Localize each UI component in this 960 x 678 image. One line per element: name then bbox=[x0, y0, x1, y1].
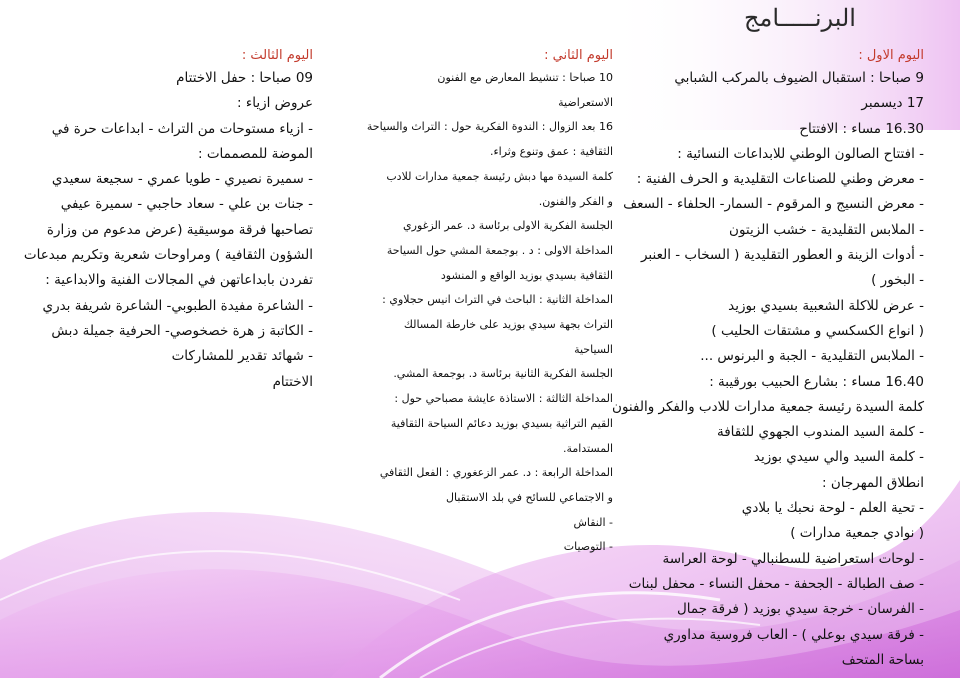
day2-program-line: و الفكر والفنون. bbox=[538, 194, 613, 208]
day1-program-line: - تحية العلم - لوحة نحبك يا بلادي bbox=[741, 500, 924, 517]
day3-program-line: تفردن بابداعاتهن في المجالات الفنية والابداعية : bbox=[45, 272, 313, 289]
day3-program-line: الاختتام bbox=[272, 373, 313, 390]
day1-program-line: - عرض للاكلة الشعبية بسيدي بوزيد bbox=[728, 297, 924, 314]
day3-program-line: - سميرة نصيري - طويا عمري - سجيعة سعيدي bbox=[51, 171, 313, 188]
day1-program-line: - كلمة السيد المندوب الجهوي للثقافة bbox=[716, 424, 924, 441]
day2-heading: اليوم الثاني : bbox=[544, 48, 613, 63]
day1-program-line: - الملابس التقليدية - خشب الزيتون bbox=[729, 221, 924, 238]
day3-program-line: - الكاتبة ز هرة خصخوصي- الحرفية جميلة دبش bbox=[51, 322, 313, 339]
day3-program-line: - الشاعرة مفيدة الطبوبي- الشاعرة شريفة بدري bbox=[42, 297, 313, 314]
day1-program-line: - أدوات الزينة و العطور التقليدية ( السخاب - العنبر bbox=[640, 247, 924, 264]
day1-program-line: - لوحات استعراضية للسطنبالي - لوحة العراسة bbox=[662, 550, 924, 567]
day3-program-line: - ازياء مستوحات من التراث - ابداعات حرة في bbox=[51, 120, 313, 137]
day1-program-line: - صف الطبالة - الجحفة - محفل النساء - محفل لبنات bbox=[628, 575, 924, 592]
day3-column bbox=[8, 46, 313, 395]
day1-program-line: انطلاق المهرجان : bbox=[822, 474, 924, 491]
day2-program-line: المداخلة الرابعة : د. عمر الزعغوري : الفعل الثقافي bbox=[379, 466, 613, 480]
day2-program-line: المداخلة الاولى : د . بوجمعة المشي حول السياحة bbox=[386, 243, 613, 257]
day2-program-line: المداخلة الثالثة : الاستاذة عايشة مصباحي حول : bbox=[394, 392, 613, 406]
day3-program-line: - شهائد تقدير للمشاركات bbox=[171, 348, 313, 365]
day2-program-line: القيم التراثية بسيدي بوزيد دعائم السياحة الثقافية bbox=[390, 416, 613, 430]
day2-program-line: السياحية bbox=[574, 342, 613, 356]
day3-program-line: عروض ازياء : bbox=[237, 95, 313, 112]
page-title: البرنـــــامج bbox=[744, 4, 856, 32]
day1-program-line: 9 صباحا : استقبال الضيوف بالمركب الشبابي bbox=[674, 70, 924, 86]
day3-program-line: تصاحبها فرقة موسيقية (عرض مدعوم من وزارة bbox=[46, 221, 313, 238]
day1-program-line: 16.30 مساء : الافتتاح bbox=[799, 120, 924, 137]
day2-program-line: - التوصيات bbox=[563, 540, 613, 554]
day3-program-line: الشؤون الثقافية ) ومراوحات شعرية وتكريم مبدعات bbox=[23, 247, 313, 264]
day1-program-line: كلمة السيدة رئيسة جمعية مدارات للادب والفكر والفنون bbox=[612, 398, 924, 415]
day2-program-line: المستدامة. bbox=[562, 441, 613, 455]
day2-program-line: الجلسة الفكرية الثانية برئاسة د. بوجمعة المشي. bbox=[393, 367, 613, 381]
day1-program-line: 16.40 مساء : بشارع الحبيب بورقيبة : bbox=[709, 373, 924, 390]
day3-program-line: - جنات بن علي - سعاد حاجبي - سميرة عيفي bbox=[60, 196, 313, 213]
day1-program-line: - فرقة سيدي بوعلي ) - العاب فروسية مداوري bbox=[663, 626, 924, 643]
day2-program-line: الاستعراضية bbox=[558, 95, 613, 109]
day1-program-line: - الملابس التقليدية - الجبة و البرنوس ... bbox=[700, 348, 924, 365]
day3-program-line: الموضة للمصممات : bbox=[197, 145, 313, 162]
day1-program-line: بساحة المتحف bbox=[841, 651, 924, 668]
day2-program-line: الثقافية : عمق وتنوع وثراء. bbox=[489, 145, 613, 159]
day2-program-line: 10 صباحا : تنشيط المعارض مع الفنون bbox=[437, 71, 613, 84]
day1-program-line: ( نوادي جمعية مدارات ) bbox=[790, 525, 924, 542]
day2-column bbox=[368, 46, 613, 560]
day1-program-line: - افتتاح الصالون الوطني للابداعات النسائية : bbox=[677, 145, 924, 162]
day1-program-line: - كلمة السيد والي سيدي بوزيد bbox=[753, 449, 924, 466]
day2-program-line: المداخلة الثانية : الباحث في التراث انيس حجلاوي : bbox=[382, 293, 613, 307]
day1-program-line: - الفرسان - خرجة سيدي بوزيد ( فرقة جمال bbox=[677, 601, 924, 618]
day3-program-line: 09 صباحا : حفل الاختتام bbox=[176, 70, 313, 86]
day1-program-line: ( انواع الكسكسي و مشتقات الحليب ) bbox=[711, 322, 924, 339]
day1-column bbox=[612, 46, 924, 673]
day1-program-line: - معرض وطني للصناعات التقليدية و الحرف الفنية : bbox=[636, 171, 924, 188]
day1-program-line: - معرض النسيج و المرقوم - السمار- الحلفاء - السعف bbox=[623, 196, 924, 213]
day2-program-line: - النقاش bbox=[573, 515, 613, 529]
day3-heading: اليوم الثالث : bbox=[241, 48, 313, 63]
day2-program-line: التراث بجهة سيدي بوزيد على خارطة المسالك bbox=[403, 318, 613, 332]
day1-heading: اليوم الاول : bbox=[858, 48, 924, 63]
day2-program-line: و الاجتماعي للسائح في بلد الاستقبال bbox=[445, 490, 613, 504]
day1-program-line: - البخور ) bbox=[871, 272, 924, 289]
day2-program-line: 16 بعد الزوال : الندوة الفكرية حول : التراث والسياحة bbox=[366, 120, 613, 134]
day2-program-line: كلمة السيدة مها دبش رئيسة جمعية مدارات للادب bbox=[386, 169, 613, 183]
day2-program-line: الجلسة الفكرية الاولى برئاسة د. عمر الزغوري bbox=[403, 219, 613, 233]
day1-program-line: 17 ديسمبر bbox=[861, 95, 924, 112]
day2-program-line: الثقافية بسيدي بوزيد الواقع و المنشود bbox=[440, 268, 613, 282]
